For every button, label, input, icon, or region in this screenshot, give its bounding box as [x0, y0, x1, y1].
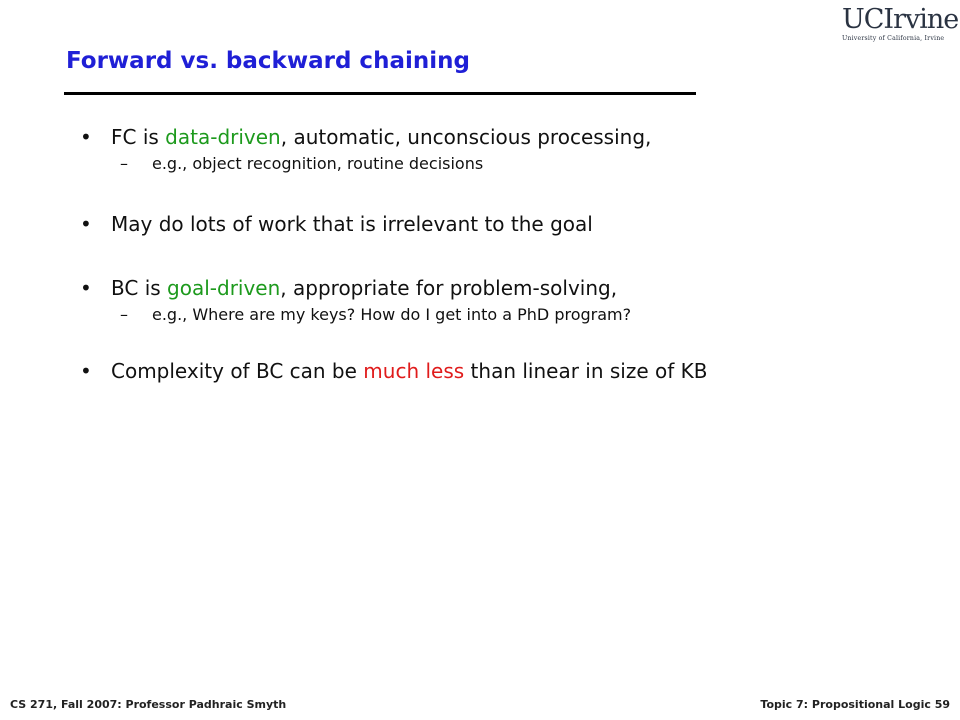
bullet-highlight: much less	[363, 359, 465, 383]
sub-bullet-line	[80, 151, 940, 177]
title-underline	[64, 92, 696, 95]
bullet-text-after: , automatic, unconscious processing,	[280, 125, 652, 149]
slide-title: Forward vs. backward chaining	[66, 48, 470, 74]
sub-bullet-dash: –	[120, 154, 128, 173]
bullet-item	[80, 120, 940, 177]
logo-sub-text: University of California, Irvine	[842, 35, 945, 42]
bullet-dot: •	[80, 359, 92, 383]
bullet-text: May do lots of work that is irrelevant to the goal	[111, 212, 593, 236]
bullet-highlight: goal-driven	[167, 276, 281, 300]
footer-course-info: CS 271, Fall 2007: Professor Padhraic Smyth	[10, 698, 287, 711]
bullet-highlight: data-driven	[165, 125, 281, 149]
logo-main-text: UCIrvine	[842, 4, 959, 35]
sub-bullet-dash: –	[120, 305, 128, 324]
bullet-item	[80, 207, 940, 241]
bullet-line	[80, 120, 940, 154]
bullet-line	[80, 207, 940, 241]
sub-bullet-text: e.g., object recognition, routine decisions	[152, 154, 484, 173]
bullet-line	[80, 271, 940, 305]
bullet-item	[80, 354, 940, 388]
bullet-text-before: Complexity of BC can be	[111, 359, 364, 383]
bullet-list	[80, 120, 940, 383]
bullet-item	[80, 271, 940, 328]
footer-topic-page: Topic 7: Propositional Logic 59	[760, 698, 950, 711]
bullet-text-before: FC is	[111, 125, 166, 149]
bullet-text-after: , appropriate for problem-solving,	[280, 276, 618, 300]
bullet-line	[80, 354, 940, 388]
bullet-dot: •	[80, 276, 92, 300]
sub-bullet-text: e.g., Where are my keys? How do I get into a PhD program?	[152, 305, 632, 324]
sub-bullet-line	[80, 302, 940, 328]
bullet-dot: •	[80, 212, 92, 236]
bullet-text-before: BC is	[111, 276, 168, 300]
bullet-text-after: than linear in size of KB	[464, 359, 708, 383]
bullet-dot: •	[80, 125, 92, 149]
uci-logo	[842, 4, 959, 46]
